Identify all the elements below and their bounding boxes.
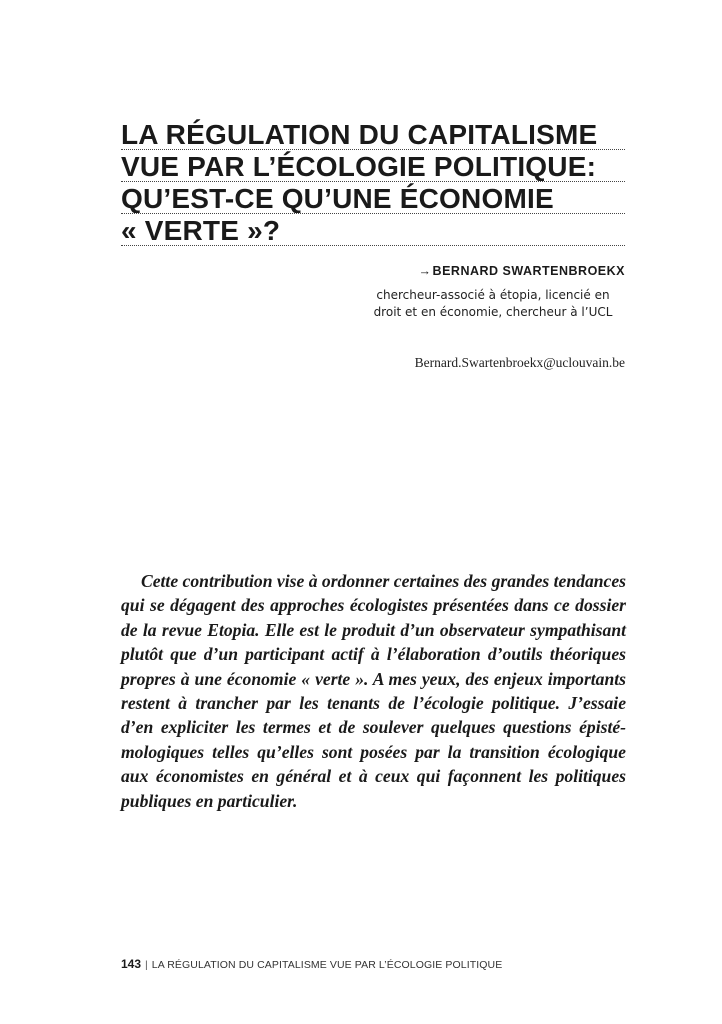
abstract-paragraph: Cette contribution vise à ordonner certaines des grandes tendances qui se dégagent des approches écologistes présentées dans ce dossier de la revue Etopia. Elle est le produit d’un observateur sympathisant plutôt que d’un participant actif à l’élaboration d’outils théoriques propres à une économie « verte ». A mes yeux, des enjeux importants restent à trancher par les tenants de l’écologie politique. J’essaie d’en expliciter les termes et de soulever quelques questions épistémologiques telles qu’elles sont posées par la transition écologique aux économistes en général et à ceux qui façonnent les politiques publiques en particulier. [121, 571, 626, 811]
author-byline [419, 264, 625, 278]
page-footer [121, 957, 502, 971]
author-email: Bernard.Swartenbroekx@uclouvain.be [414, 355, 625, 370]
affiliation-line: droit et en économie, chercheur à l’UCL [373, 305, 613, 319]
title-line: VUE PAR L’ÉCOLOGIE POLITIQUE: [121, 150, 625, 182]
page-number: 143 [121, 957, 142, 971]
affiliation-line: chercheur-associé à étopia, licencié en [376, 288, 610, 302]
author-name: BERNARD SWARTENBROEKX [432, 264, 625, 278]
author-affiliation [360, 287, 626, 321]
title-line: QU’EST-CE QU’UNE ÉCONOMIE [121, 182, 625, 214]
footer-separator: | [145, 959, 148, 971]
title-line: « VERTE »? [121, 214, 625, 246]
article-title [121, 118, 625, 246]
arrow-right-icon: → [418, 264, 432, 278]
title-line: LA RÉGULATION DU CAPITALISME [121, 118, 625, 150]
running-title: LA RÉGULATION DU CAPITALISME VUE PAR L’ÉCOLOGIE POLITIQUE [151, 959, 503, 971]
